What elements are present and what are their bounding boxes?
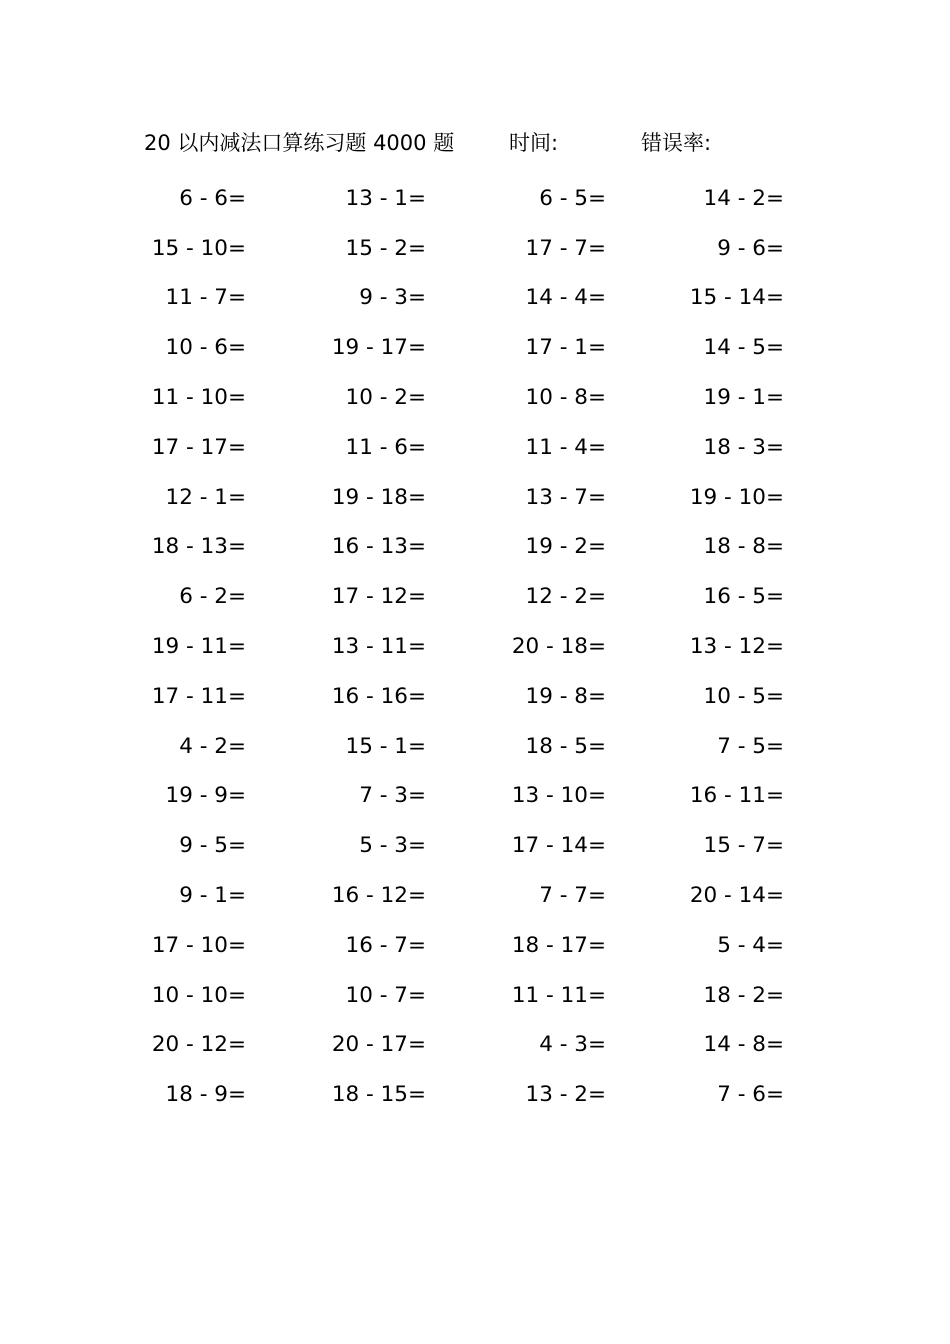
problem-item: 16 - 7= [345,932,426,958]
problem-row [140,323,800,373]
problem-item: 10 - 2= [345,385,426,411]
problem-row [140,971,800,1021]
problem-item: 14 - 8= [703,1032,784,1058]
problem-item: 17 - 1= [525,335,606,361]
problem-grid [140,174,800,1120]
problem-item: 13 - 2= [525,1082,606,1108]
problem-item: 9 - 1= [179,883,246,909]
problem-item: 6 - 5= [539,185,606,211]
problem-item: 10 - 6= [165,335,246,361]
problem-row [140,572,800,622]
problem-item: 17 - 10= [151,932,246,958]
problem-item: 19 - 11= [151,634,246,660]
problem-item: 17 - 11= [151,683,246,709]
problem-item: 20 - 17= [331,1032,426,1058]
problem-item: 13 - 11= [331,634,426,660]
problem-row [140,1070,800,1120]
problem-row [140,174,800,224]
problem-item: 20 - 12= [151,1032,246,1058]
worksheet-header [144,126,804,160]
problem-item: 18 - 9= [165,1082,246,1108]
problem-item: 19 - 1= [703,385,784,411]
problem-item: 7 - 5= [717,733,784,759]
problem-item: 18 - 17= [511,932,606,958]
problem-item: 19 - 9= [165,783,246,809]
worksheet-title: 20 以内减法口算练习题 4000 题 [144,131,455,155]
problem-item: 14 - 5= [703,335,784,361]
problem-item: 13 - 10= [511,783,606,809]
problem-row [140,473,800,523]
problem-item: 15 - 2= [345,235,426,261]
problem-item: 12 - 2= [525,584,606,610]
problem-item: 13 - 1= [345,185,426,211]
problem-item: 16 - 11= [689,783,784,809]
problem-item: 16 - 16= [331,683,426,709]
problem-row [140,921,800,971]
problem-item: 14 - 2= [703,185,784,211]
problem-row [140,274,800,324]
problem-item: 18 - 8= [703,534,784,560]
problem-item: 10 - 5= [703,683,784,709]
problem-item: 19 - 8= [525,683,606,709]
problem-item: 4 - 2= [179,733,246,759]
problem-item: 10 - 7= [345,982,426,1008]
problem-row [140,423,800,473]
problem-item: 10 - 8= [525,385,606,411]
problem-item: 11 - 7= [165,285,246,311]
problem-item: 13 - 7= [525,484,606,510]
problem-item: 18 - 3= [703,434,784,460]
time-label: 时间: [509,131,559,155]
problem-row [140,722,800,772]
problem-item: 13 - 12= [689,634,784,660]
problem-item: 19 - 10= [689,484,784,510]
problem-row [140,622,800,672]
problem-item: 6 - 2= [179,584,246,610]
problem-item: 20 - 18= [511,634,606,660]
problem-item: 17 - 7= [525,235,606,261]
problem-item: 16 - 5= [703,584,784,610]
problem-item: 17 - 12= [331,584,426,610]
problem-item: 9 - 5= [179,833,246,859]
problem-item: 6 - 6= [179,185,246,211]
problem-item: 10 - 10= [151,982,246,1008]
problem-item: 11 - 6= [345,434,426,460]
problem-item: 12 - 1= [165,484,246,510]
problem-item: 15 - 7= [703,833,784,859]
problem-item: 15 - 10= [151,235,246,261]
problem-row [140,523,800,573]
problem-item: 20 - 14= [689,883,784,909]
problem-item: 5 - 3= [359,833,426,859]
problem-item: 4 - 3= [539,1032,606,1058]
problem-item: 16 - 13= [331,534,426,560]
problem-item: 16 - 12= [331,883,426,909]
problem-row [140,672,800,722]
problem-item: 17 - 14= [511,833,606,859]
problem-item: 19 - 2= [525,534,606,560]
problem-item: 17 - 17= [151,434,246,460]
problem-item: 7 - 7= [539,883,606,909]
problem-row [140,373,800,423]
problem-item: 9 - 3= [359,285,426,311]
problem-item: 11 - 4= [525,434,606,460]
problem-item: 7 - 6= [717,1082,784,1108]
problem-row [140,871,800,921]
problem-item: 18 - 2= [703,982,784,1008]
problem-item: 9 - 6= [717,235,784,261]
problem-row [140,772,800,822]
problem-item: 7 - 3= [359,783,426,809]
problem-item: 18 - 15= [331,1082,426,1108]
problem-item: 14 - 4= [525,285,606,311]
error-rate-label: 错误率: [641,131,712,155]
problem-row [140,224,800,274]
problem-item: 19 - 18= [331,484,426,510]
problem-item: 15 - 14= [689,285,784,311]
problem-item: 18 - 5= [525,733,606,759]
problem-item: 11 - 10= [151,385,246,411]
problem-item: 15 - 1= [345,733,426,759]
problem-item: 19 - 17= [331,335,426,361]
problem-item: 11 - 11= [511,982,606,1008]
problem-row [140,1021,800,1071]
problem-item: 5 - 4= [717,932,784,958]
problem-row [140,821,800,871]
problem-item: 18 - 13= [151,534,246,560]
